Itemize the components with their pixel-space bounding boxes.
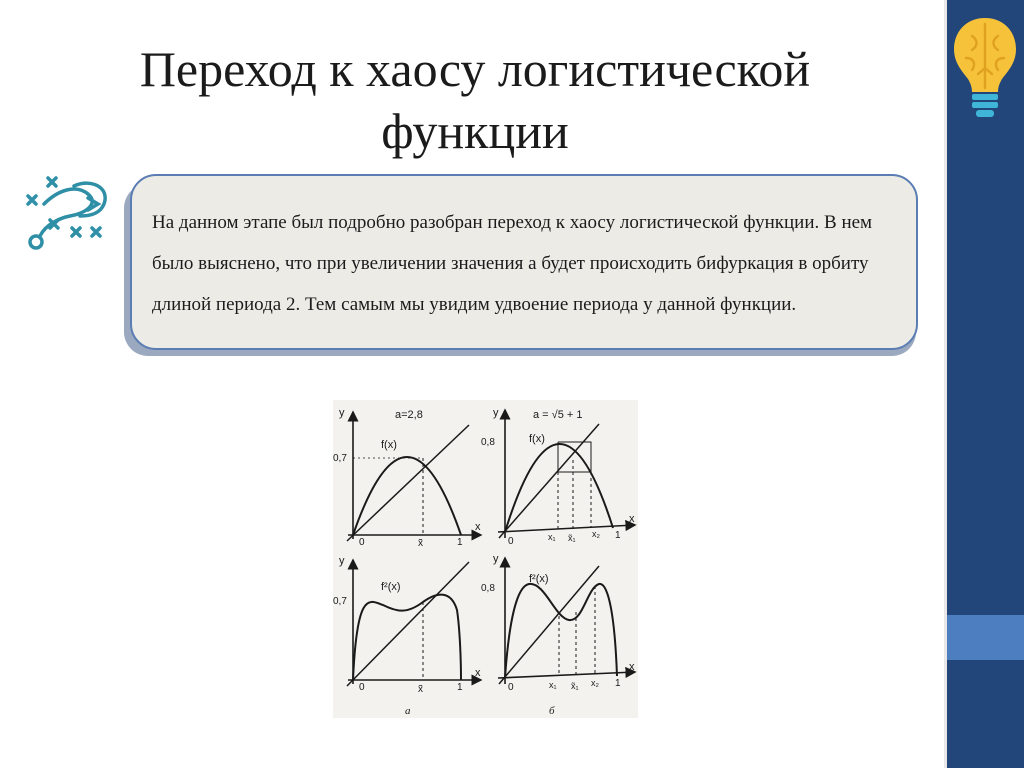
panel-f-a28 bbox=[333, 407, 481, 549]
sidebar-accent bbox=[946, 615, 1024, 660]
curve-label: f²(x) bbox=[381, 581, 401, 593]
x-mark-label: x̃₁ bbox=[571, 681, 579, 691]
panel-f2-a-sqrt5 bbox=[481, 553, 635, 693]
origin-label: 0 bbox=[359, 537, 365, 548]
x-axis-label: x bbox=[629, 513, 635, 525]
x-end-label: 1 bbox=[457, 682, 463, 693]
x-axis-label: x bbox=[629, 661, 635, 673]
x-axis-label: x bbox=[475, 521, 481, 533]
x-mark-label: x₂ bbox=[592, 529, 600, 539]
x-mark-label: x̃₁ bbox=[568, 533, 576, 543]
y-axis-label: y bbox=[493, 553, 499, 565]
y-axis-label: y bbox=[339, 555, 345, 567]
x-mark-label: x̃ bbox=[418, 684, 423, 695]
param-label: a = √5 + 1 bbox=[533, 409, 583, 421]
origin-label: 0 bbox=[508, 536, 514, 547]
y-axis-label: y bbox=[339, 407, 345, 419]
y-tick-label: 0,8 bbox=[481, 583, 495, 594]
x-mark-label: x̃ bbox=[418, 538, 423, 549]
panel-f-a-sqrt5 bbox=[481, 407, 635, 547]
curve-label: f(x) bbox=[381, 439, 397, 451]
sidebar-edge bbox=[944, 0, 947, 768]
summary-text: На данном этапе был подробно разобран переход к хаосу логистической функции. В нем было выяснено, что при увеличении значения a будет происходить бифуркация в орбиту длиной периода 2. Тем самым мы увидим удвоение периода у данной функции. bbox=[152, 212, 873, 315]
curve-label: f(x) bbox=[529, 433, 545, 445]
x-end-label: 1 bbox=[615, 678, 621, 689]
y-axis-label: y bbox=[493, 407, 499, 419]
param-label: a=2,8 bbox=[395, 409, 423, 421]
x-end-label: 1 bbox=[457, 537, 463, 548]
bifurcation-figure bbox=[333, 400, 638, 718]
strategy-plan-icon bbox=[22, 174, 114, 256]
brain-lightbulb-icon bbox=[950, 14, 1020, 122]
origin-label: 0 bbox=[508, 682, 514, 693]
x-mark-label: x₂ bbox=[591, 678, 599, 688]
panel-f2-a28 bbox=[333, 555, 481, 695]
sublabel-a: а bbox=[405, 705, 411, 717]
x-axis-label: x bbox=[475, 667, 481, 679]
sublabel-b: б bbox=[549, 705, 555, 717]
origin-label: 0 bbox=[359, 682, 365, 693]
y-tick-label: 0,7 bbox=[333, 596, 347, 607]
x-end-label: 1 bbox=[615, 530, 621, 541]
summary-callout bbox=[130, 174, 918, 350]
x-mark-label: x₁ bbox=[548, 532, 556, 542]
x-mark-label: x₁ bbox=[549, 680, 557, 690]
curve-label: f²(x) bbox=[529, 573, 549, 585]
y-tick-label: 0,7 bbox=[333, 453, 347, 464]
slide-title: Переход к хаосу логистической функции bbox=[139, 41, 811, 159]
y-tick-label: 0,8 bbox=[481, 437, 495, 448]
